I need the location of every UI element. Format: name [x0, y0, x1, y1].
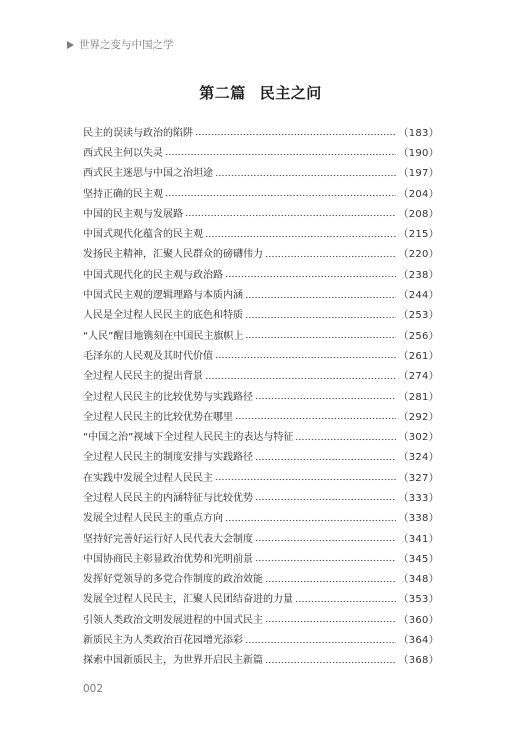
toc-entry-page: （204）: [398, 188, 439, 200]
toc-entry-page: （190）: [398, 147, 439, 159]
dot-leader: [165, 146, 396, 156]
toc-entry: [83, 304, 439, 324]
toc-entry-title: 全过程人民民主的比较优势与实践路径: [83, 391, 253, 403]
page-number: 002: [83, 683, 104, 695]
toc-entry-page: （197）: [398, 168, 439, 180]
toc-entry-title: 发展全过程人民民主，汇聚人民团结奋进的力量: [83, 594, 293, 606]
toc-entry: [83, 344, 439, 364]
toc-entry-page: （345）: [398, 553, 439, 565]
dot-leader: [255, 532, 396, 542]
dot-leader: [265, 613, 396, 623]
toc-entry-page: （215）: [398, 229, 439, 241]
dot-leader: [265, 654, 396, 664]
toc-entry: [83, 162, 439, 182]
toc-entry: [83, 628, 439, 648]
section-number: 第二篇: [199, 84, 246, 102]
dot-leader: [215, 167, 396, 177]
toc-entry-title: 全过程人民民主的提出背景: [83, 371, 203, 383]
toc-entry: [83, 507, 439, 527]
toc-entry-page: （368）: [398, 655, 439, 667]
toc-entry-title: 在实践中发展全过程人民民主: [83, 472, 213, 484]
dot-leader: [255, 552, 396, 562]
dot-leader: [205, 370, 396, 380]
dot-leader: [265, 573, 396, 583]
toc-entry: [83, 222, 439, 242]
toc-entry: [83, 649, 439, 669]
running-head: [67, 37, 174, 52]
dot-leader: [245, 309, 396, 319]
toc-entry: [83, 385, 439, 405]
toc-entry: [83, 527, 439, 547]
toc-entry-title: 西式民主何以失灵: [83, 147, 163, 159]
toc-entry: [83, 446, 439, 466]
toc-entry-page: （292）: [398, 411, 439, 423]
toc-entry: [83, 425, 439, 445]
toc-entry: [83, 263, 439, 283]
toc-entry-page: （261）: [398, 350, 439, 362]
toc-entry-page: （281）: [398, 391, 439, 403]
toc-entry: [83, 486, 439, 506]
toc-entry-title: “中国之治”视域下全过程人民民主的表达与特征: [83, 432, 294, 444]
toc-entry: [83, 202, 439, 222]
toc-entry-title: 毛泽东的人民观及其时代价值: [83, 350, 213, 362]
toc-entry-title: 全过程人民民主的比较优势在哪里: [83, 411, 233, 423]
toc-entry-page: （341）: [398, 533, 439, 545]
toc-entry-title: 发展全过程人民民主的重点方向: [83, 513, 223, 525]
toc-entry-page: （274）: [398, 371, 439, 383]
dot-leader: [245, 289, 396, 299]
dot-leader: [165, 187, 396, 197]
toc-entry: [83, 365, 439, 385]
toc-entry: [83, 547, 439, 567]
toc-entry-title: 坚持正确的民主观: [83, 188, 163, 200]
table-of-contents: [83, 121, 439, 669]
toc-entry-page: （360）: [398, 614, 439, 626]
dot-leader: [255, 390, 396, 400]
toc-entry-page: （238）: [398, 269, 439, 281]
toc-entry-page: （244）: [398, 290, 439, 302]
toc-entry-title: 中国式现代化蕴含的民主观: [83, 229, 203, 241]
dot-leader: [255, 451, 396, 461]
toc-entry: [83, 608, 439, 628]
toc-entry-page: （208）: [398, 208, 439, 220]
dot-leader: [185, 207, 396, 217]
toc-entry: [83, 141, 439, 161]
dot-leader: [225, 268, 396, 278]
toc-entry-title: 中国协商民主彰显政治优势和光明前景: [83, 553, 253, 565]
dot-leader: [225, 512, 396, 522]
toc-entry-page: （324）: [398, 452, 439, 464]
toc-entry-page: （302）: [398, 432, 439, 444]
dot-leader: [205, 228, 396, 238]
toc-entry-page: （183）: [398, 127, 439, 139]
toc-entry: [83, 182, 439, 202]
toc-entry-title: 坚持好完善好运行好人民代表大会制度: [83, 533, 253, 545]
toc-entry: [83, 568, 439, 588]
toc-entry-page: （327）: [398, 472, 439, 484]
toc-entry-page: （256）: [398, 330, 439, 342]
toc-entry: [83, 466, 439, 486]
dot-leader: [255, 491, 396, 501]
toc-entry-title: 发挥好党领导的多党合作制度的政治效能: [83, 574, 263, 586]
toc-entry-page: （338）: [398, 513, 439, 525]
section-name: 民主之问: [259, 84, 322, 102]
toc-entry-title: 全过程人民民主的内涵特征与比较优势: [83, 492, 253, 504]
toc-entry: [83, 588, 439, 608]
toc-entry-title: 西式民主迷思与中国之治坦途: [83, 168, 213, 180]
toc-entry: [83, 121, 439, 141]
dot-leader: [215, 471, 396, 481]
toc-entry-title: 中国式现代化的民主观与政治路: [83, 269, 223, 281]
toc-entry-title: 中国式民主观的逻辑理路与本质内涵: [83, 290, 243, 302]
dot-leader: [245, 329, 396, 339]
toc-entry: [83, 324, 439, 344]
toc-entry-title: “人民”醒目地镌刻在中国民主旗帜上: [83, 330, 244, 342]
dot-leader: [235, 410, 396, 420]
toc-entry-page: （253）: [398, 310, 439, 322]
toc-entry-title: 探索中国新质民主，为世界开启民主新篇: [83, 655, 263, 667]
toc-entry: [83, 283, 439, 303]
toc-entry-title: 发扬民主精神，汇聚人民群众的磅礴伟力: [83, 249, 263, 261]
toc-entry-title: 人民是全过程人民民主的底色和特质: [83, 310, 243, 322]
dot-leader: [215, 349, 396, 359]
toc-entry-title: 新质民主为人类政治百花园增光添彩: [83, 635, 243, 647]
dot-leader: [295, 593, 396, 603]
toc-entry-page: （353）: [398, 594, 439, 606]
triangle-marker-icon: [67, 41, 74, 49]
dot-leader: [245, 634, 396, 644]
toc-entry-title: 民主的误读与政治的陷阱: [83, 127, 193, 139]
dot-leader: [265, 248, 396, 258]
toc-entry: [83, 243, 439, 263]
toc-entry-page: （348）: [398, 574, 439, 586]
toc-entry-title: 全过程人民民主的制度安排与实践路径: [83, 452, 253, 464]
dot-leader: [195, 126, 396, 136]
toc-entry-page: （220）: [398, 249, 439, 261]
toc-entry: [83, 405, 439, 425]
toc-entry-title: 中国的民主观与发展路: [83, 208, 183, 220]
running-head-text: 世界之变与中国之学: [79, 39, 174, 51]
section-title: [0, 82, 521, 103]
toc-entry-page: （364）: [398, 635, 439, 647]
toc-entry-title: 引领人类政治文明发展进程的中国式民主: [83, 614, 263, 626]
toc-entry-page: （333）: [398, 492, 439, 504]
dot-leader: [295, 431, 396, 441]
